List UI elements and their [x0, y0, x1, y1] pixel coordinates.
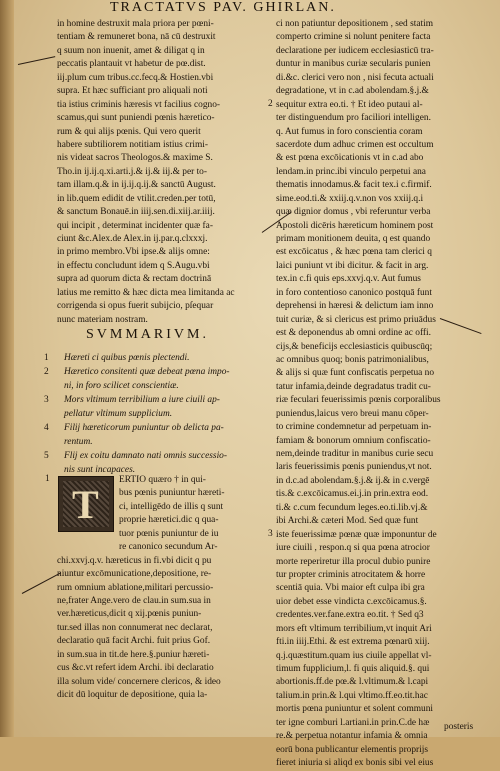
- summarium-item-number: 3: [44, 395, 49, 406]
- text-line: ti.& c.cum fecundum leges.eo.ti.lib.vj.&: [276, 502, 428, 513]
- text-line: timum fupplicium,l. fi quis aliquid.§. qui: [276, 664, 430, 674]
- text-line: corrigenda si opus fuerit subijcio, pſequar: [57, 301, 214, 312]
- text-line: deprehensi in hæresi & delictum iam inno: [276, 301, 434, 312]
- text-line: in primo membro.Vbi ipse.& alijs omne:: [57, 247, 210, 258]
- text-line: credentes.ver.fane.extra eo.tit. † Sed q3: [276, 610, 424, 621]
- text-line: latius me remitto & hæc dicta mea limitanda ac: [57, 287, 235, 298]
- text-line: morte reperiretur illa procul dubio punire: [276, 556, 431, 567]
- text-line: sacerdote dum adhuc crimen est occultum: [276, 139, 434, 150]
- text-line: est & deponendus ab omni ordine ac offi.: [276, 328, 431, 339]
- text-line: tuor pœnis puniuntur de iu: [119, 528, 219, 539]
- text-line: laici puniunt vt ibi dicitur. & facit in arg.: [276, 260, 429, 271]
- text-line: ter distinguendum pro faciliori intelligen.: [276, 113, 431, 124]
- text-line: eorū bona publicantur elementis proprijs: [276, 744, 429, 755]
- text-line: tam illam.q.& in ij.ij.q.ij.& sanctū August.: [57, 180, 216, 191]
- text-line: iste feuerissimæ pœnæ quæ imponuntur de: [276, 529, 437, 540]
- text-line: to crimine condemnetur ad perpetuam in-: [276, 422, 432, 433]
- text-line: iure ciuili , respon.q si qua pœna atrocior: [276, 543, 430, 554]
- text-line: tentiam & remuneret bona, nā cū destruxit: [57, 32, 216, 43]
- text-line: nem,deinde traditur in manibus curie secu: [276, 449, 434, 459]
- text-line: ERTIO quæro † in qui-: [119, 475, 206, 485]
- text-line: duntur in manibus curiæ secularis punien: [276, 59, 431, 70]
- text-line: puniendus,laicus vero breui manu cōper-: [276, 408, 429, 419]
- text-line: rum & qui alijs pœnis. Qui vero querit: [57, 126, 201, 137]
- text-line: rum omnium ablatione,militari percussio-: [57, 582, 214, 593]
- summarium-item: [44, 422, 272, 449]
- summarium-item-text: Flij ex coitu damnato nati omnis successio-: [64, 451, 227, 462]
- text-line: declaratione per iudicem ecclesiasticū tra-: [276, 45, 434, 56]
- initial-letter: T: [72, 482, 99, 527]
- page-spine-shadow: [0, 0, 14, 737]
- text-line: proprie hæretici.dic q qua-: [119, 515, 219, 526]
- text-line: quæ dignior domus , vbi referuntur verba: [276, 207, 431, 218]
- catchword: posteris: [444, 722, 474, 732]
- text-line: ci non patiuntur depositionem , sed statim: [276, 19, 434, 29]
- text-line: declaratio quā facit Archi. fuit prius Gof.: [57, 636, 211, 647]
- text-line: riæ feculari feuerissimis pœnis corporalibus: [276, 395, 441, 406]
- text-line: supra. Et hæc sufficiant pro aliquali noti: [57, 86, 208, 97]
- summarium-item: [44, 366, 272, 393]
- text-line: ter igne comburi l.artiani.in prin.C.de hæ: [276, 717, 430, 728]
- summarium-item-text: Filij hæreticorum puniuntur ob delicta pa-: [64, 423, 224, 434]
- summarium-item-number: 4: [44, 423, 49, 434]
- text-line: tur propter criminis atrocitatem & horre: [276, 569, 426, 580]
- text-line: in lib.quem edidit de vtilit.creden.per totū,: [57, 193, 216, 204]
- text-line: niuntur excōmunicatione,depositione, re-: [57, 569, 212, 580]
- text-line: in foro contentioso canonico postquā funt: [276, 287, 432, 298]
- text-line: in d.c.ad abolendam.§.j.& ij.& in c.vergē: [276, 475, 430, 486]
- text-line: habere subtiliorem notitiam istius crimi-: [57, 139, 209, 150]
- text-line: dicit dū loquitur de depositione, quia la-: [57, 690, 208, 700]
- text-line: sequitur extra eo.ti. † Et ideo putaui al-: [276, 99, 423, 110]
- text-line: supra ad quorum dicta & rectam doctrinā: [57, 274, 212, 285]
- text-line: est excōicatus , & hæc pœna tam clerici q: [276, 247, 432, 258]
- text-line: ibi Archi.& cæteri Mod. Sed quæ funt: [276, 516, 419, 527]
- ink-annotation-mark: [22, 572, 61, 594]
- text-line: tuit curiæ, & si clericus est primo priuādus: [276, 314, 436, 325]
- text-line: sime.eod.ti.& xxiij.q.v.non vos xxiij.q.i: [276, 193, 424, 204]
- summarium-item-number: 2: [44, 367, 49, 378]
- summarium-list: [44, 352, 272, 478]
- text-line: bus pœnis puniuntur hæreti-: [119, 488, 225, 499]
- text-line: ci, intelligēdo de illis q sunt: [119, 501, 224, 512]
- text-line: re.& perpetua notantur infamia & omnia: [276, 731, 428, 742]
- text-line: uior debet esse vindicta c.excōicamus.§.: [276, 596, 427, 607]
- text-line: Apostoli dicēris hæreticum hominem post: [276, 220, 434, 231]
- margin-number-2: 2: [268, 99, 273, 109]
- summarium-item-text: pellatur vltimum supplicium.: [64, 408, 173, 419]
- section-number: 1: [45, 474, 50, 484]
- summarium-item-text: Hæreti ci quibus pœnis plectendi.: [64, 353, 190, 363]
- text-line: chi.xxvj.q.v. hæreticus in fi.vbi dicit q pu: [57, 555, 212, 566]
- text-line: tex.in c.fi quis eps.xxvj.q.v. Aut fumus: [276, 274, 421, 285]
- text-line: in sum.sua in tit.de here.§.puniur hæreti-: [57, 649, 210, 660]
- running-head: TRACTATVS PAV. GHIRLAN.: [110, 0, 336, 15]
- text-line: & alijs si quæ funt confiscatis perpetua no: [276, 368, 435, 379]
- left-column: [57, 18, 272, 327]
- text-line: thematis innodamus.& facit tex.i c.firmif.: [276, 180, 432, 191]
- left-body-text: [57, 474, 272, 702]
- text-line: ac omnibus quoq; bonis patrimonialibus,: [276, 354, 429, 365]
- summarium-item-text: ni, in foro scilicet conscientiæ.: [64, 380, 179, 391]
- text-line: nunc materiam nostram.: [57, 314, 148, 325]
- summarium-item-text: nis sunt incapaces.: [64, 464, 136, 475]
- text-line: & sanctum Bonauē.in iiij.sen.di.xiij.ar.iiij.: [57, 207, 215, 218]
- text-line: comperto crimine si nolunt penitere facta: [276, 32, 431, 43]
- margin-number-3: 3: [268, 529, 273, 539]
- text-line: laris feuerissimis pœnis puniendus,vt not.: [276, 462, 432, 473]
- text-line: re canonico secundum Ar-: [119, 542, 218, 553]
- text-line: abortionis.ff.de pœ.& l.vltimum.& l.capi: [276, 677, 429, 688]
- text-line: illa solum vide/ concernere clericos, & ideo: [57, 676, 221, 687]
- text-line: scentiā quia. Vbi maior eft culpa ibi gra: [276, 583, 425, 594]
- text-line: degradatione, vt in c.ad abolendam.§.j.&: [276, 86, 429, 97]
- text-line: scamus,qui sunt puniendi pœnis hæretico-: [57, 113, 215, 124]
- summarium-item-number: 5: [44, 451, 49, 462]
- text-line: mors eft vltimum terribilium,vt inquit Ari: [276, 623, 432, 634]
- text-line: tur.sed illas non connumerat nec declarat,: [57, 622, 213, 633]
- text-line: & est pœna excōicationis vt in c.ad abo: [276, 153, 424, 164]
- text-line: nis videat sacros Theologos.& maxime S.: [57, 153, 213, 164]
- text-line: ver.hæreticus,dicit q xij.pœnis puniun-: [57, 609, 202, 620]
- text-line: di.&c. clerici vero non , nisi fecuta actuali: [276, 72, 434, 83]
- text-line: famiam & bonorum omnium confiscatio-: [276, 435, 431, 446]
- summarium-item: [44, 450, 272, 477]
- text-line: peccatis plantauit vt habetur de pœ.dist.: [57, 59, 206, 70]
- text-line: ciunt &c.Alex.de Alex.in ij.par.q.clxxxj.: [57, 234, 208, 244]
- text-line: q. Aut fumus in foro conscientia coram: [276, 126, 423, 137]
- summarium-item-text: rentum.: [64, 436, 93, 447]
- summarium-item-number: 1: [44, 353, 49, 363]
- text-line: qui incipit , determinat incidenter quæ fa-: [57, 220, 213, 231]
- text-line: Tho.in ij.ij.q.xi.arti.j.& ij.& iij.& per to-: [57, 166, 207, 177]
- summarium-item: [44, 352, 272, 365]
- text-line: in homine destruxit mala priora per pœni-: [57, 19, 214, 29]
- text-line: tis.& c.excōicamus.ei.j.in prin.extra eod.: [276, 489, 429, 500]
- text-line: q suum non inuenit, amet & diligat q in: [57, 45, 205, 56]
- text-line: q.j.quæstitum.quam ius ciuile appellat vl-: [276, 650, 432, 661]
- text-line: cus &c.vt refert idem Archi. ibi declaratio: [57, 663, 214, 674]
- summarium-title: SVMMARIVM.: [86, 327, 209, 342]
- text-line: fieret iniuria si aliqd ex bonis sibi vel eius: [276, 758, 434, 769]
- right-column: [276, 18, 488, 771]
- text-line: talium.in prin.& l.qui vltimo.ff.eo.tit.hac: [276, 690, 428, 701]
- text-line: lendam.in princ.ibi vinculo perpetui ana: [276, 166, 426, 177]
- text-line: fti.in iiij.Ethi. & est extrema pœnarū xiij.: [276, 637, 430, 648]
- text-line: iij.plum cum tribus.cc.fecq.& Hostien.vbi: [57, 72, 214, 83]
- ink-annotation-mark: [18, 56, 55, 65]
- text-line: in effectu concludunt idem q S.Augu.vbi: [57, 260, 210, 271]
- summarium-item-text: Mors vltimum terribilium a iure ciuili ap-: [64, 395, 220, 406]
- text-line: ne,frater Ange.vero de clau.in sum.sua in: [57, 595, 211, 606]
- text-line: primam monitionem deuita, q est quando: [276, 234, 431, 244]
- text-line: cijs,& beneficijs ecclesiasticis quibuscūq;: [276, 341, 433, 352]
- summarium-item: [44, 394, 272, 421]
- summarium-item-text: Hæretico consitenti quæ debeat pœna impo-: [64, 367, 230, 378]
- text-line: mortis pœna puniuntur et solent communi: [276, 704, 434, 715]
- text-line: tia istius criminis hæresis vt facilius cogno-: [57, 99, 221, 110]
- text-line: tatur infamia,deinde degradatus tradit cu-: [276, 381, 431, 392]
